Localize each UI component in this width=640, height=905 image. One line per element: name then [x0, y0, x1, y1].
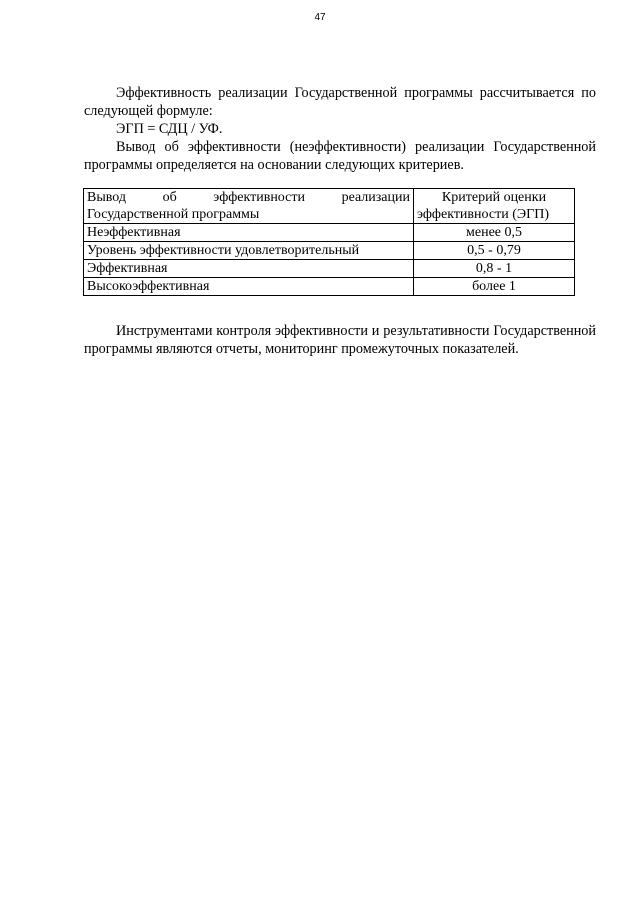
document-body	[84, 84, 596, 358]
table-header-row	[84, 189, 575, 224]
table-cell: Уровень эффективности удовлетворительный	[84, 242, 414, 260]
table-row	[84, 260, 575, 278]
table-cell: Неэффективная	[84, 224, 414, 242]
table-cell: Эффективная	[84, 260, 414, 278]
table-cell: Высокоэффективная	[84, 278, 414, 296]
table-row	[84, 242, 575, 260]
page-number: 47	[314, 12, 326, 23]
paragraph-control-instruments: Инструментами контроля эффективности и результативности Государственной программы являются отчеты, мониторинг промежуточных показателей.	[84, 323, 596, 357]
table-cell: 0,8 - 1	[414, 260, 575, 278]
criteria-table	[83, 188, 575, 296]
table-cell: менее 0,5	[414, 224, 575, 242]
table-row	[84, 278, 575, 296]
table-cell: 0,5 - 0,79	[414, 242, 575, 260]
table-cell: более 1	[414, 278, 575, 296]
efficiency-formula: ЭГП = СДЦ / УФ.	[116, 121, 223, 137]
table-header-cell: Вывод об эффективности реализации Государственной программы	[84, 189, 414, 224]
table-header-cell: Критерий оценки эффективности (ЭГП)	[414, 189, 575, 224]
paragraph-criteria-intro: Вывод об эффективности (неэффективности) реализации Государственной программы определяется на основании следующих критериев.	[84, 139, 596, 173]
paragraph-efficiency-formula-intro: Эффективность реализации Государственной программы рассчитывается по следующей формуле:	[84, 85, 596, 119]
table-row	[84, 224, 575, 242]
